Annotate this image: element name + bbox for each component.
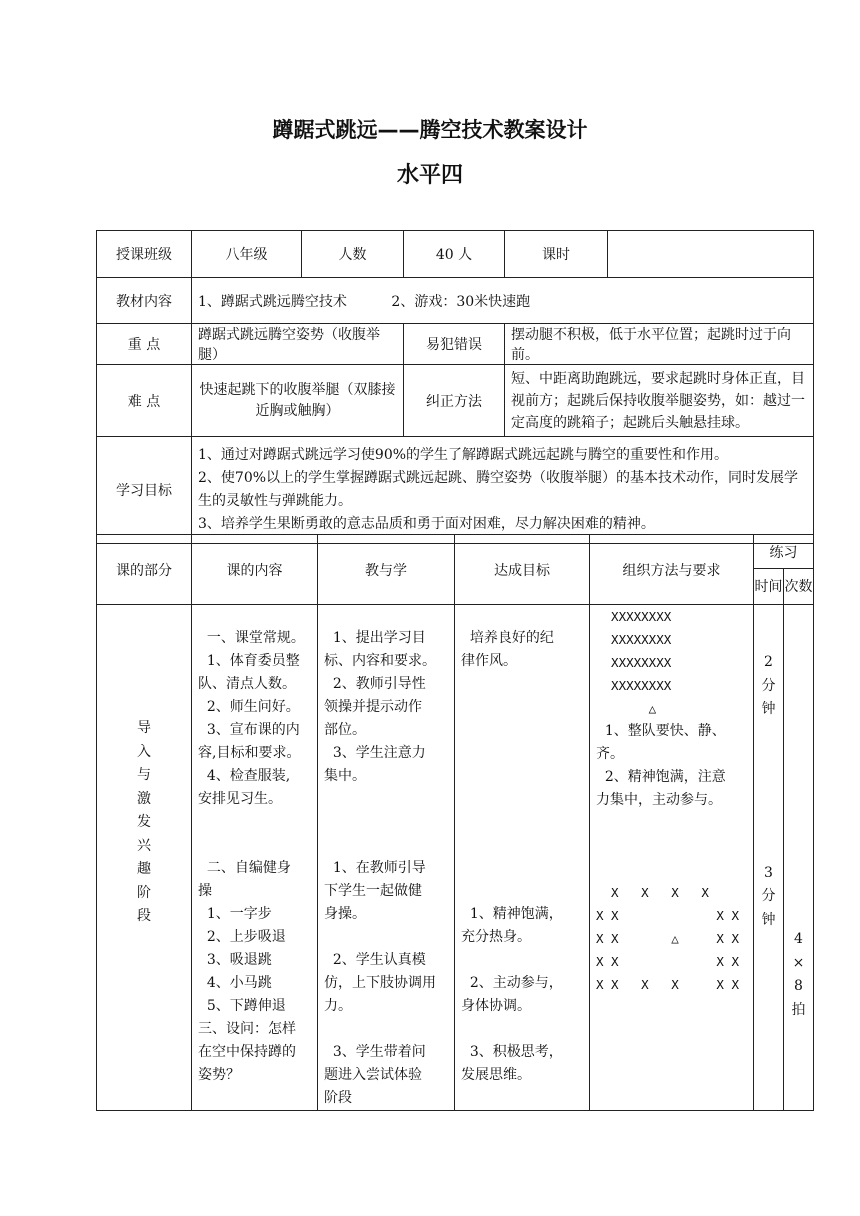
target-cell — [455, 605, 590, 1111]
content-line: 三、设问：怎样 — [198, 1021, 296, 1037]
error-label: 易犯错误 — [404, 324, 505, 365]
target-line — [461, 673, 586, 696]
formation-row: X X X X — [596, 885, 709, 900]
count-char: 拍 — [791, 1001, 806, 1018]
teach-line — [324, 834, 451, 857]
header-content: 课的内容 — [192, 535, 318, 605]
time-char: 2 — [764, 654, 773, 670]
teach-line: 标、内容和要求。 — [324, 653, 436, 669]
content-line: 4、检查服装, — [198, 768, 291, 784]
teach-cell — [318, 605, 455, 1111]
goal-item: 2、使70%以上的学生掌握蹲踞式跳远起跳、腾空姿势（收腹举腿）的基本技术动作，同时发展学生的灵敏性与弹跳能力。 — [198, 470, 799, 509]
teach-line — [324, 811, 451, 834]
formation-row: X X X X X X — [596, 977, 739, 992]
count-char: 4 — [794, 931, 803, 947]
teach-line: 集中。 — [324, 768, 366, 784]
teach-line — [324, 926, 451, 949]
formation-row: XXXXXXXX — [596, 678, 672, 693]
header-teach: 教与学 — [318, 535, 455, 605]
teach-line: 部位。 — [324, 722, 366, 738]
document-subtitle: 水平四 — [396, 163, 463, 188]
formation-row: XXXXXXXX — [596, 632, 672, 647]
content-line: 2、上步吸退 — [198, 929, 286, 945]
formation-row: X X △ X X — [596, 931, 739, 946]
time-char: 3 — [764, 864, 773, 881]
content-line: 容,目标和要求。 — [198, 745, 301, 761]
target-line — [461, 788, 586, 811]
formation-row: X X X X — [596, 954, 739, 969]
info-table — [96, 230, 814, 544]
header-times: 次数 — [784, 569, 814, 605]
target-line — [461, 834, 586, 857]
part-char: 发 — [137, 814, 151, 830]
part-char: 段 — [137, 908, 151, 924]
count-char: × — [792, 954, 805, 971]
time-char: 钟 — [761, 911, 776, 928]
count-char: 8 — [794, 978, 803, 994]
key-label: 重 点 — [97, 324, 192, 365]
content-line: 一、课堂常规。 — [198, 630, 305, 646]
content-line: 1、一字步 — [198, 906, 272, 922]
teach-line: 2、教师引导性 — [324, 676, 426, 692]
formation-row: X X X X — [596, 908, 739, 923]
formation-row: XXXXXXXX — [596, 609, 672, 624]
target-line — [461, 742, 586, 765]
class-label: 授课班级 — [97, 231, 192, 278]
target-line — [461, 765, 586, 788]
content-line: 操 — [198, 883, 212, 899]
target-line: 2、主动参与， — [461, 975, 563, 991]
key-value: 蹲踞式跳远腾空姿势（收腹举腿） — [192, 324, 404, 365]
part-cell — [97, 605, 192, 1111]
part-char: 导 — [137, 720, 151, 736]
part-char: 与 — [137, 767, 151, 783]
goal-label: 学习目标 — [97, 437, 192, 544]
count-cell — [784, 605, 814, 1111]
count-value: 40 人 — [404, 231, 505, 278]
time-char: 分 — [761, 888, 776, 904]
teach-line: 3、学生带着问 — [324, 1044, 426, 1060]
content-line: 5、下蹲伸退 — [198, 998, 286, 1014]
part-char: 兴 — [137, 837, 151, 854]
hours-value — [608, 231, 814, 278]
content-line: 4、小马跳 — [198, 975, 272, 991]
org-line: 齐。 — [596, 746, 624, 762]
target-line — [461, 857, 586, 880]
teach-line: 阶段 — [324, 1090, 352, 1106]
fix-value: 短、中距离助跑跳远，要求起跳时身体正直，目视前方；起跳后保持收腹举腿姿势，如：越过一定高度的跳箱子；起跳后头触悬挂球。 — [505, 365, 814, 437]
target-line: 发展思维。 — [461, 1067, 531, 1083]
teach-line: 力。 — [324, 998, 352, 1014]
target-line — [461, 949, 586, 972]
target-line: 1、精神饱满， — [461, 906, 563, 922]
target-line: 身体协调。 — [461, 998, 531, 1014]
header-practice: 练习 — [754, 535, 814, 569]
org-line: 2、精神饱满，注意 — [596, 769, 726, 785]
teach-line: 身操。 — [324, 906, 366, 922]
content-cell — [192, 605, 318, 1111]
class-value: 八年级 — [192, 231, 302, 278]
teach-line: 领操并提示动作 — [324, 699, 422, 715]
header-time: 时间 — [754, 569, 784, 605]
content-line — [198, 834, 314, 857]
target-line: 充分热身。 — [461, 929, 531, 945]
header-target: 达成目标 — [455, 535, 590, 605]
error-value: 摆动腿不积极，低于水平位置；起跳时过于向前。 — [505, 324, 814, 365]
teach-line: 3、学生注意力 — [324, 745, 426, 761]
teach-line: 2、学生认真模 — [324, 952, 426, 968]
time-char: 分 — [761, 677, 776, 694]
target-line: 培养良好的纪 — [461, 630, 554, 646]
content-line: 安排见习生。 — [198, 791, 282, 807]
target-line — [461, 1018, 586, 1041]
teach-line — [324, 1018, 451, 1041]
part-char: 阶 — [137, 884, 151, 901]
difficulty-label: 难 点 — [97, 365, 192, 437]
header-org: 组织方法与要求 — [590, 535, 754, 605]
time-cell — [754, 605, 784, 1111]
difficulty-value: 快速起跳下的收腹举腿（双膝接近胸或触胸） — [192, 365, 404, 437]
target-line — [461, 811, 586, 834]
part-char: 激 — [137, 790, 151, 807]
header-part: 课的部分 — [97, 535, 192, 605]
content-line: 3、宣布课的内 — [198, 722, 300, 738]
content-line: 3、吸退跳 — [198, 952, 272, 968]
time-char: 钟 — [761, 701, 776, 717]
fix-label: 纠正方法 — [404, 365, 505, 437]
goals-cell — [192, 437, 814, 544]
target-line — [461, 880, 586, 903]
org-line: 力集中，主动参与。 — [596, 792, 722, 808]
content-label: 教材内容 — [97, 278, 192, 324]
content-line: 二、自编健身 — [198, 860, 291, 876]
teach-line: 题进入尝试体验 — [324, 1067, 422, 1083]
formation-row: XXXXXXXX — [596, 655, 672, 670]
target-line — [461, 696, 586, 719]
teach-line: 仿，上下肢协调用 — [324, 975, 436, 991]
content-line: 在空中保持蹲的 — [198, 1044, 296, 1060]
content-line: 姿势？ — [198, 1067, 240, 1083]
part-char: 入 — [137, 743, 151, 760]
content-line: 队、清点人数。 — [198, 676, 296, 692]
org-line: 1、整队要快、静、 — [596, 723, 726, 739]
content-line: 1、体育委员整 — [198, 653, 300, 669]
part-char: 趣 — [137, 861, 151, 877]
content-value: 1、蹲踞式跳远腾空技术 2、游戏：30米快速跑 — [192, 278, 814, 324]
formation-row: △ — [596, 701, 657, 716]
teach-line — [324, 788, 451, 811]
teach-line: 1、提出学习目 — [324, 630, 426, 646]
content-line — [198, 811, 314, 834]
lesson-table — [96, 534, 814, 1111]
content-line: 2、师生问好。 — [198, 699, 300, 715]
teach-line: 下学生一起做健 — [324, 883, 422, 899]
target-line — [461, 719, 586, 742]
hours-label: 课时 — [505, 231, 608, 278]
goal-item: 1、通过对蹲踞式跳远学习使90%的学生了解蹲踞式跳远起跳与腾空的重要性和作用。 — [198, 447, 729, 463]
org-cell — [590, 605, 754, 1111]
target-line: 律作风。 — [461, 653, 517, 669]
document-title: 蹲踞式跳远——腾空技术教案设计 — [272, 118, 588, 142]
count-label: 人数 — [302, 231, 404, 278]
target-line: 3、积极思考， — [461, 1044, 563, 1060]
teach-line: 1、在教师引导 — [324, 860, 426, 876]
goal-item: 3、培养学生果断勇敢的意志品质和勇于面对困难，尽力解决困难的精神。 — [198, 516, 655, 532]
